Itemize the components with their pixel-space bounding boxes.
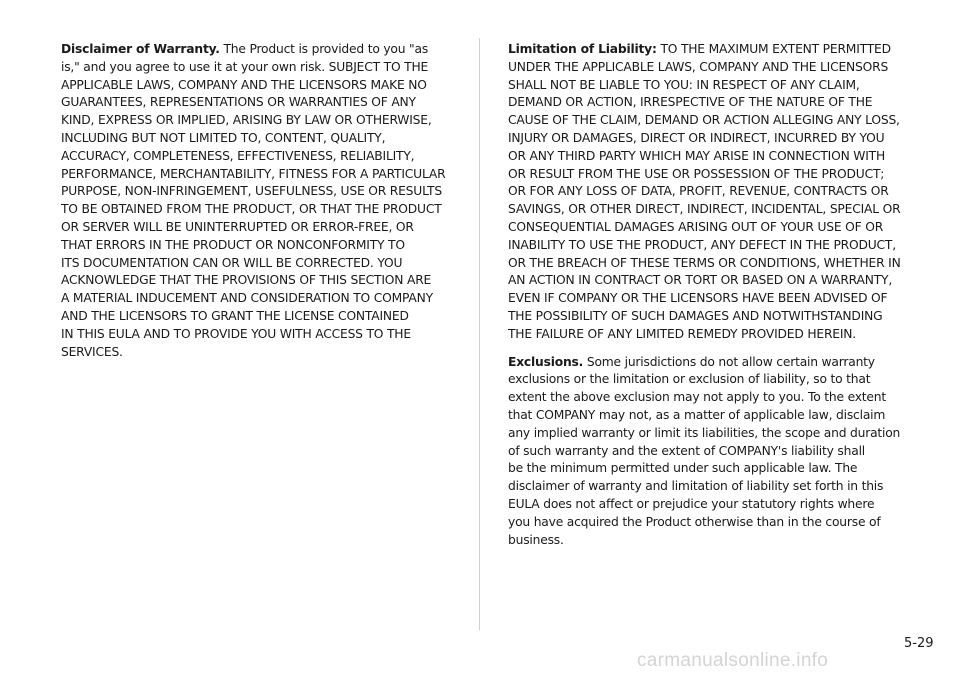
limitation-line: INABILITY TO USE THE PRODUCT, ANY DEFECT IN THE PRODUCT, [508,237,896,252]
disclaimer-line: ITS DOCUMENTATION CAN OR WILL BE CORRECTED. YOU [61,255,403,270]
exclusions-line: you have acquired the Product otherwise than in the course of [508,514,881,529]
limitation-line: SHALL NOT BE LIABLE TO YOU: IN RESPECT OF ANY CLAIM, [508,77,860,92]
disclaimer-section [61,41,453,361]
disclaimer-line: KIND, EXPRESS OR IMPLIED, ARISING BY LAW OR OTHERWISE, [61,113,432,128]
limitation-line: THE FAILURE OF ANY LIMITED REMEDY PROVIDED HEREIN. [508,326,856,341]
exclusions-first-line [508,354,902,372]
disclaimer-line: TO BE OBTAINED FROM THE PRODUCT, OR THAT THE PRODUCT [61,202,442,217]
limitation-heading: Limitation of Liability: [508,42,657,56]
disclaimer-heading: Disclaimer of Warranty. [61,42,220,56]
limitation-line: OR ANY THIRD PARTY WHICH MAY ARISE IN CONNECTION WITH [508,148,886,163]
exclusions-line: any implied warranty or limit its liabilities, the scope and duration [508,425,901,440]
limitation-first-line [508,41,902,59]
limitation-line: INJURY OR DAMAGES, DIRECT OR INDIRECT, INCURRED BY YOU [508,130,885,145]
limitation-line: DEMAND OR ACTION, IRRESPECTIVE OF THE NATURE OF THE [508,95,873,110]
exclusions-line: EULA does not affect or prejudice your statutory rights where [508,496,875,511]
limitation-line: OR RESULT FROM THE USE OR POSSESSION OF THE PRODUCT; [508,166,885,181]
exclusions-line: of such warranty and the extent of COMPANY's liability shall [508,443,866,458]
disclaimer-line: AND THE LICENSORS TO GRANT THE LICENSE CONTAINED [61,308,409,323]
disclaimer-first-line [61,41,453,59]
disclaimer-line: THAT ERRORS IN THE PRODUCT OR NONCONFORMITY TO [61,237,405,252]
disclaimer-line: ACKNOWLEDGE THAT THE PROVISIONS OF THIS SECTION ARE [61,273,432,288]
exclusions-line: be the minimum permitted under such applicable law. The [508,461,858,476]
limitation-line: EVEN IF COMPANY OR THE LICENSORS HAVE BEEN ADVISED OF [508,291,888,306]
disclaimer-first-line-text: The Product is provided to you "as [219,42,429,56]
left-column [61,41,453,371]
limitation-line: CAUSE OF THE CLAIM, DEMAND OR ACTION ALLEGING ANY LOSS, [508,113,900,128]
disclaimer-line: ACCURACY, COMPLETENESS, EFFECTIVENESS, RELIABILITY, [61,148,415,163]
disclaimer-line: A MATERIAL INDUCEMENT AND CONSIDERATION TO COMPANY [61,291,433,306]
watermark: carmanualsonline.info [637,650,829,671]
limitation-line: OR FOR ANY LOSS OF DATA, PROFIT, REVENUE, CONTRACTS OR [508,184,889,199]
disclaimer-line: IN THIS EULA AND TO PROVIDE YOU WITH ACCESS TO THE [61,326,411,341]
limitation-line: UNDER THE APPLICABLE LAWS, COMPANY AND THE LICENSORS [508,59,889,74]
exclusions-first-line-text: Some jurisdictions do not allow certain warranty [583,354,875,369]
disclaimer-line: PURPOSE, NON-INFRINGEMENT, USEFULNESS, USE OR RESULTS [61,184,442,199]
limitation-section [508,41,902,344]
limitation-line: CONSEQUENTIAL DAMAGES ARISING OUT OF YOUR USE OF OR [508,219,884,234]
page-number: 5-29 [904,636,934,651]
disclaimer-line: APPLICABLE LAWS, COMPANY AND THE LICENSORS MAKE NO [61,77,427,92]
limitation-line: THE POSSIBILITY OF SUCH DAMAGES AND NOTWITHSTANDING [508,308,883,323]
limitation-line: OR THE BREACH OF THESE TERMS OR CONDITIONS, WHETHER IN [508,255,901,270]
column-divider [479,38,480,630]
exclusions-line: exclusions or the limitation or exclusion of liability, so to that [508,372,871,387]
disclaimer-line: SERVICES. [61,344,123,359]
limitation-line: AN ACTION IN CONTRACT OR TORT OR BASED ON A WARRANTY, [508,273,893,288]
disclaimer-line: INCLUDING BUT NOT LIMITED TO, CONTENT, QUALITY, [61,130,386,145]
exclusions-line: that COMPANY may not, as a matter of applicable law, disclaim [508,407,886,422]
exclusions-line: extent the above exclusion may not apply to you. To the extent [508,390,887,405]
exclusions-line: business. [508,532,564,547]
disclaimer-line: is," and you agree to use it at your own risk. SUBJECT TO THE [61,59,429,74]
limitation-line: SAVINGS, OR OTHER DIRECT, INDIRECT, INCIDENTAL, SPECIAL OR [508,202,901,217]
right-column [508,41,902,559]
exclusions-section [508,354,902,550]
disclaimer-line: OR SERVER WILL BE UNINTERRUPTED OR ERROR-FREE, OR [61,219,414,234]
disclaimer-line: GUARANTEES, REPRESENTATIONS OR WARRANTIES OF ANY [61,95,416,110]
disclaimer-line: PERFORMANCE, MERCHANTABILITY, FITNESS FOR A PARTICULAR [61,166,446,181]
exclusions-line: disclaimer of warranty and limitation of liability set forth in this [508,479,884,494]
exclusions-heading: Exclusions. [508,354,584,369]
limitation-first-line-text: TO THE MAXIMUM EXTENT PERMITTED [656,42,891,56]
